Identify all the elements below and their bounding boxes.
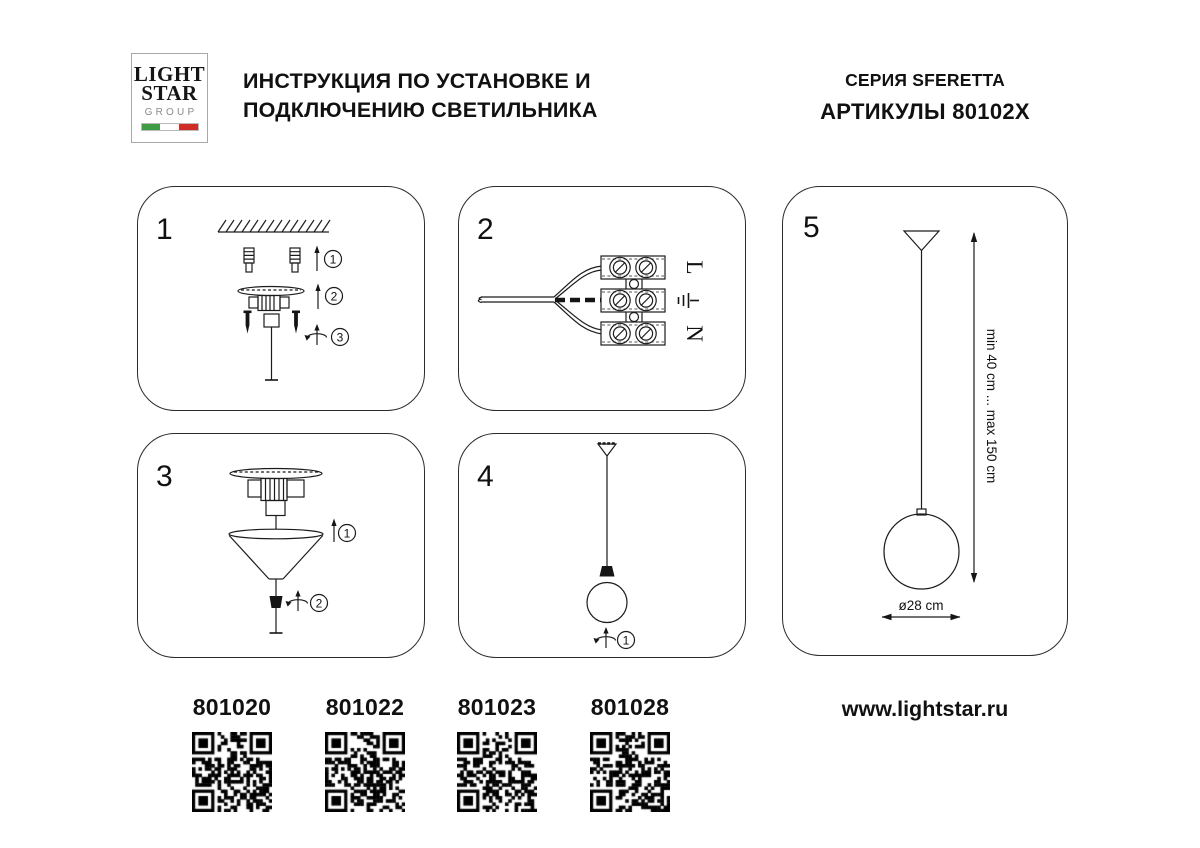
step-arrow-up <box>314 246 319 272</box>
svg-text:2: 2 <box>330 289 338 304</box>
diameter-dimension <box>882 598 961 620</box>
italian-flag-bar <box>141 123 199 131</box>
lightstar-logo <box>131 53 208 143</box>
svg-text:1: 1 <box>622 633 630 648</box>
height-range-label: min 40 cm ... max 150 cm <box>984 328 999 484</box>
pendant-assembly <box>587 444 627 623</box>
title-line-1: ИНСТРУКЦИЯ ПО УСТАНОВКЕ И <box>243 69 591 93</box>
step-badge <box>326 288 343 305</box>
diagram-ceiling-mounting <box>138 187 426 412</box>
step-badge <box>325 251 342 268</box>
articles-label: АРТИКУЛЫ 80102X <box>820 99 1030 124</box>
svg-text:1: 1 <box>329 252 337 267</box>
logo-word-group: GROUP <box>144 107 198 118</box>
rotate-icon <box>286 590 308 611</box>
ceiling-hatching <box>218 220 330 232</box>
series-label: СЕРИЯ SFERETTA <box>845 70 1005 90</box>
terminal-label-neutral: N <box>682 325 707 342</box>
step-badge <box>332 329 349 346</box>
article-column <box>570 694 690 812</box>
step-badge <box>311 595 328 612</box>
step-arrow-up <box>331 519 336 543</box>
screw-icon <box>244 311 252 334</box>
cord-grip <box>270 596 283 608</box>
pendant-lamp <box>884 231 959 589</box>
article-code: 801028 <box>590 694 670 720</box>
socket-cap <box>600 566 615 577</box>
step-arrow-up <box>315 284 320 310</box>
diagram-dimensions <box>783 187 1069 657</box>
series-header <box>788 70 1062 125</box>
wall-anchor-icon <box>290 248 300 272</box>
cone-shade <box>229 529 323 579</box>
diagram-wiring <box>459 187 747 412</box>
article-column <box>437 694 557 812</box>
panel-number: 2 <box>477 213 494 246</box>
qr-code <box>590 732 670 812</box>
panel-number: 5 <box>803 211 820 244</box>
article-code: 801023 <box>457 694 537 720</box>
ground-symbol-icon <box>679 293 700 308</box>
logo-word-star: STAR <box>141 81 198 105</box>
ceiling-plate <box>238 287 304 381</box>
panel-number: 3 <box>156 460 173 493</box>
panel-number: 1 <box>156 213 173 246</box>
rotate-icon <box>594 627 616 648</box>
panel-step-1 <box>137 186 425 411</box>
glass-globe <box>587 583 627 623</box>
qr-code <box>192 732 272 812</box>
wall-anchor-icon <box>244 248 254 272</box>
terminal-row <box>601 289 665 312</box>
svg-text:3: 3 <box>336 330 344 345</box>
panel-step-3 <box>137 433 425 658</box>
screw-icon <box>292 311 300 334</box>
website-url: www.lightstar.ru <box>841 697 1009 721</box>
svg-text:1: 1 <box>343 526 351 541</box>
article-column <box>305 694 425 812</box>
svg-text:2: 2 <box>315 596 323 611</box>
ceiling-plate <box>230 469 322 530</box>
page-title <box>243 67 598 125</box>
diagram-globe-mounting <box>459 434 747 659</box>
qr-code <box>325 732 405 812</box>
diagram-canopy-assembly <box>138 434 426 659</box>
logo-word-light: LIGHT <box>133 62 206 86</box>
article-code: 801020 <box>192 694 272 720</box>
terminal-row <box>601 322 665 345</box>
terminal-label-live: L <box>682 260 707 275</box>
panel-step-4 <box>458 433 746 658</box>
supply-cable <box>478 266 602 334</box>
glass-globe <box>884 514 959 589</box>
panel-number: 4 <box>477 460 494 493</box>
qr-code <box>457 732 537 812</box>
rotate-icon <box>305 324 327 345</box>
panel-step-5 <box>782 186 1068 656</box>
article-column <box>172 694 292 812</box>
diameter-label: ø28 cm <box>898 598 944 613</box>
article-code: 801022 <box>325 694 405 720</box>
step-badge <box>618 632 635 649</box>
terminal-block <box>601 256 665 345</box>
step-badge <box>339 525 356 542</box>
panel-step-2 <box>458 186 746 411</box>
height-dimension <box>971 232 999 583</box>
terminal-row <box>601 256 665 279</box>
title-line-2: ПОДКЛЮЧЕНИЮ СВЕТИЛЬНИКА <box>243 98 598 122</box>
